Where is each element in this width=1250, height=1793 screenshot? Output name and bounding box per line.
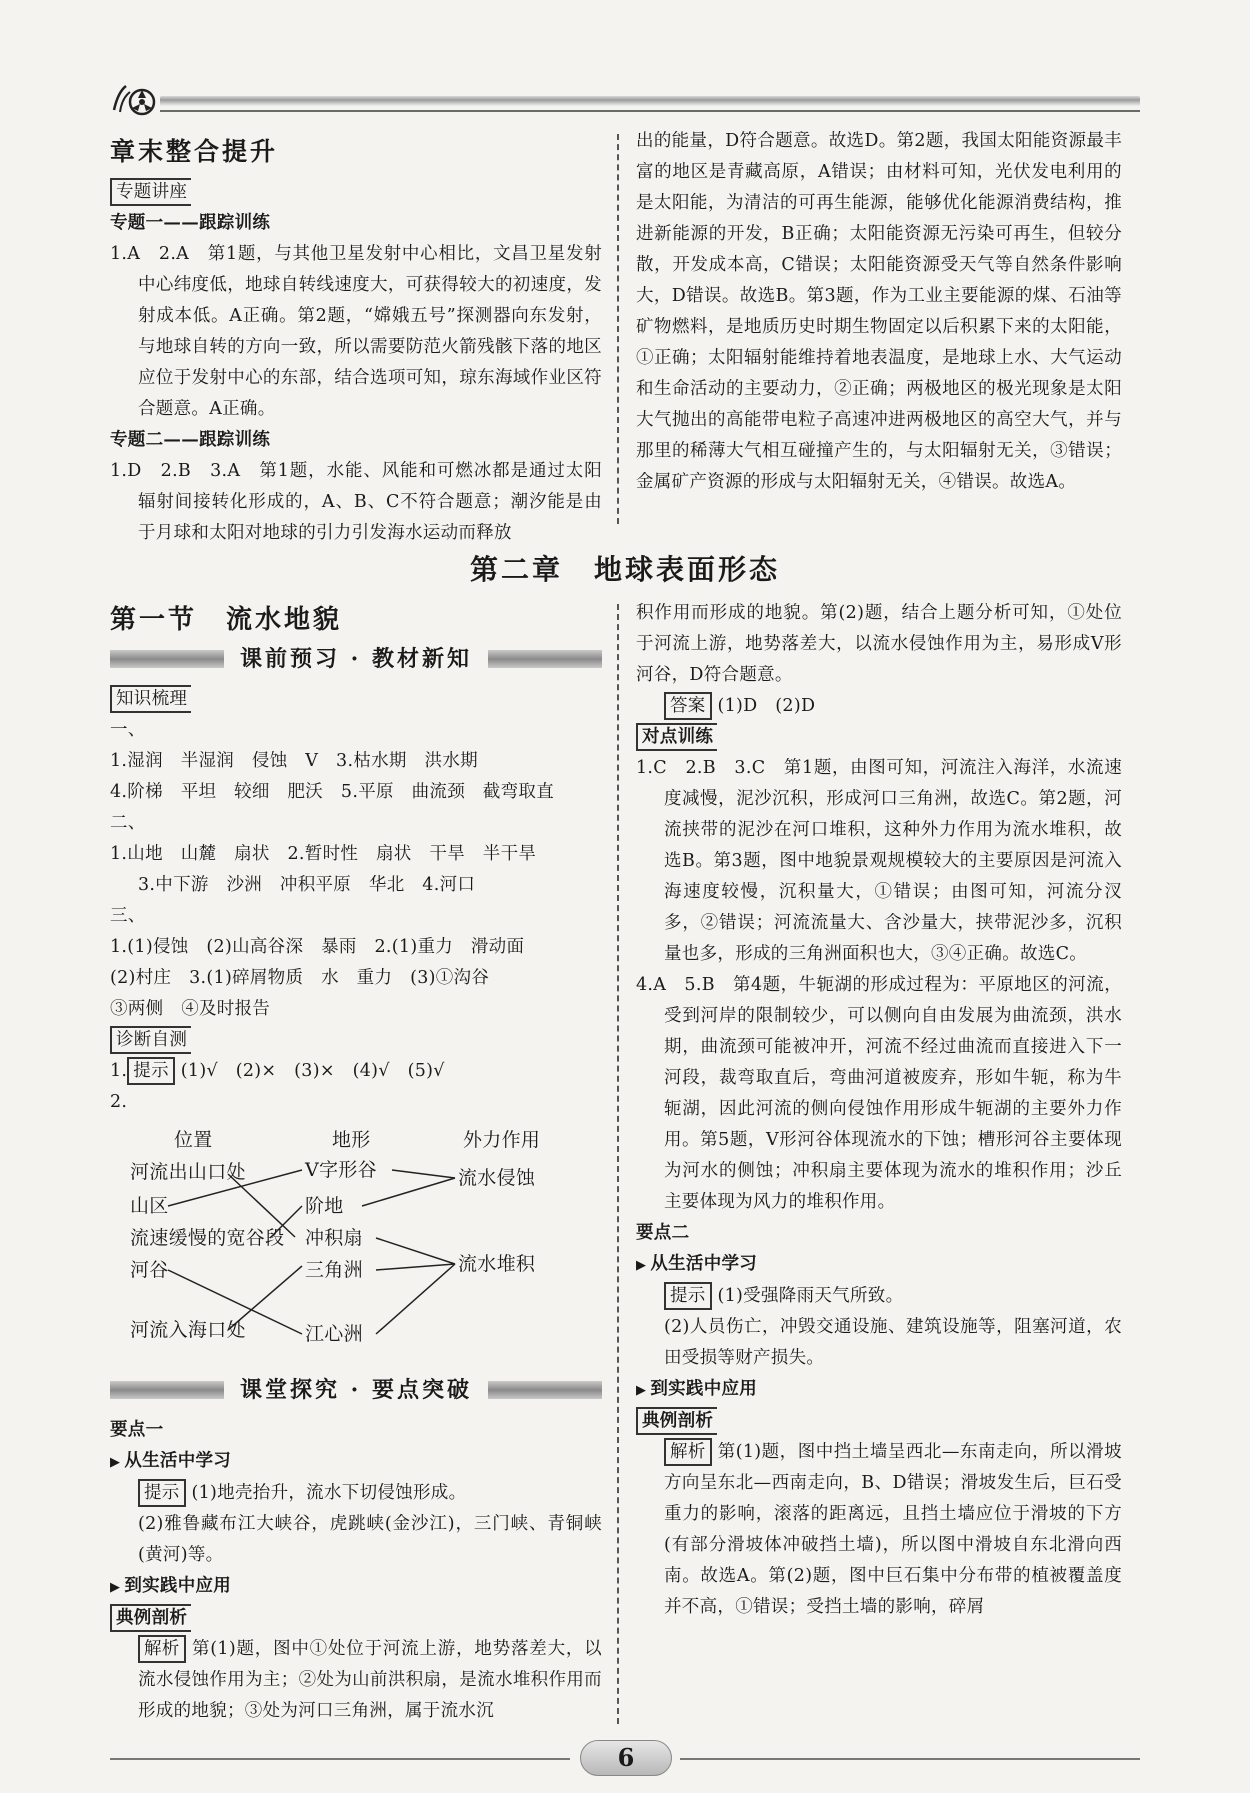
match-header-force: 外力作用 [463, 1129, 541, 1151]
diag-hint-tag: 提示 [127, 1057, 175, 1085]
section-left-column [110, 605, 602, 1727]
key1-example-line [110, 1603, 602, 1634]
diag-q1: 1. 提示 (1)√ (2)× (3)× (4)√ (5)√ [110, 1056, 602, 1087]
preview-band [110, 642, 602, 676]
matching-diagram [110, 1122, 610, 1367]
match-force-1: 流水侵蚀 [458, 1167, 536, 1189]
column-divider-bottom [617, 604, 619, 1724]
match-position-1: 河流出山口处 [130, 1161, 246, 1183]
key2-hint: 提示 (1)受强降雨天气所致。 [636, 1281, 1122, 1312]
footer-line-right [680, 1758, 1140, 1760]
footer-line-left [110, 1758, 570, 1760]
part3-label: 三、 [110, 906, 146, 926]
page-number: 6 [580, 1740, 672, 1776]
practice-answers-2: 4.A 5.B 第4题，牛轭湖的形成过程为：平原地区的河流，受到河岸的限制较少，可以侧向自由发展为曲流颈，洪水期，曲流颈可能被冲开，河流不经过曲流而直接进入下一河段，裁弯取直后，弯曲河道被废弃，形如牛轭，称为牛轭湖，因此河流的侧向侵蚀作用形成牛轭湖的主要外力作用。第5题，V形河谷体现流水的下蚀；槽形河谷主要体现为河水的侧蚀；冲积扇主要体现为流水的堆积作用；沙丘主要体现为风力的堆积作用。 [636, 975, 1122, 1212]
key1-example-label: 典例剖析 [110, 1604, 191, 1632]
key1-apply-heading: ▶ 到实践中应用 [110, 1576, 232, 1596]
part2-line2: 3.中下游 沙洲 冲积平原 华北 4.河口 [138, 875, 476, 895]
triangle-icon: ▶ [110, 1580, 121, 1595]
key1-analysis-tag: 解析 [138, 1635, 186, 1663]
match-position-5: 河流入海口处 [130, 1319, 246, 1341]
diag-q2: 2. [110, 1092, 128, 1112]
key2-example-line [636, 1406, 1122, 1437]
topic2-heading: 专题二——跟踪训练 [110, 430, 271, 450]
summary-right-text: 出的能量，D符合题意。故选D。第2题，我国太阳能资源最丰富的地区是青藏高原，A错误；由材料可知，光伏发电利用的是太阳能，为清洁的可再生能源，能够优化能源消费结构，推进新能源的开发，B正确；太阳能资源无污染可再生，但较分散，开发成本高，C错误；太阳能资源受天气等自然条件影响大，D错误。故选B。第3题，作为工业主要能源的煤、石油等矿物燃料，是地质历史时期生物固定以后积累下来的太阳能，①正确；太阳辐射能维持着地表温度，是地球上水、大气运动和生命活动的主要动力，②正确；两极地区的极光现象是太阳大气抛出的高能带电粒子高速冲进两极地区的高空大气，并与那里的稀薄大气相互碰撞产生的，与太阳辐射无关，③错误；金属矿产资源的形成与太阳辐射无关，④错误。故选A。 [636, 131, 1122, 492]
diag-label: 诊断自测 [110, 1026, 191, 1054]
column-divider-top [617, 134, 619, 524]
summary-title: 章末整合提升 [110, 137, 279, 166]
link-landform1-force1 [392, 1170, 455, 1178]
key1-hint-tag: 提示 [138, 1479, 186, 1507]
section-right-column [636, 598, 1122, 1623]
header-bar [160, 96, 1140, 106]
key2-learn-heading: ▶ 从生活中学习 [636, 1254, 758, 1274]
match-position-3: 流速缓慢的宽谷段 [130, 1227, 285, 1249]
link-landform5-force2 [376, 1264, 455, 1334]
page-header [110, 80, 1140, 120]
part2-line1: 1.山地 山麓 扇状 2.暂时性 扇状 干旱 半干旱 [110, 844, 537, 864]
part3-line2: (2)村庄 3.(1)碎屑物质 水 重力 (3)①沟谷 [110, 968, 490, 988]
classroom-band [110, 1373, 602, 1407]
part3-line1: 1.(1)侵蚀 (2)山高谷深 暴雨 2.(1)重力 滑动面 [110, 937, 525, 957]
topic2-answer: 1.D 2.B 3.A 第1题，水能、风能和可燃冰都是通过太阳辐射间接转化形成的，A、B、C不符合题意；潮汐能是由于月球和太阳对地球的引力引发海水运动而释放 [110, 461, 602, 543]
knowledge-label-line [110, 684, 602, 715]
key1-heading: 要点一 [110, 1420, 164, 1440]
match-position-2: 山区 [130, 1195, 169, 1217]
topic1-answer: 1.A 2.A 第1题，与其他卫星发射中心相比，文昌卫星发射中心纬度低，地球自转线速度大，可获得较大的初速度，发射成本低。A正确。第2题，“嫦娥五号”探测器向东发射，与地球自转的方向一致，所以需要防范火箭残骸下落的地区应位于发射中心的东部，结合选项可知，琼东海域作业区符合题意。A正确。 [110, 244, 602, 419]
key2-analysis: 解析 第(1)题，图中挡土墙呈西北—东南走向，所以滑坡方向呈东北—西南走向，B、D错误；滑坡发生后，巨石受重力的影响，滚落的距离远，且挡土墙应位于滑坡的下方(有部分滑坡体冲破挡土墙)，所以图中滑坡自东北滑向西南。故选A。第(2)题，图中巨石集中分布带的植被覆盖度并不高，①错误；受挡土墙的影响，碎屑 [636, 1437, 1122, 1623]
part2-label: 二、 [110, 813, 146, 833]
link-landform4-force2 [376, 1264, 455, 1270]
match-landform-5: 江心洲 [305, 1323, 363, 1345]
link-landform2-force1 [362, 1178, 455, 1206]
diag-q1-answers: (1)√ (2)× (3)× (4)√ (5)√ [180, 1061, 445, 1081]
triangle-icon: ▶ [636, 1383, 647, 1398]
practice-label-line [636, 722, 1122, 753]
key1-analysis: 解析 第(1)题，图中①处位于河流上游，地势落差大，以流水侵蚀作用为主；②处为山前洪积扇，是流水堆积作用而形成的地貌；③处为河口三角洲，属于流水沉 [110, 1634, 602, 1727]
key1-continued: 积作用而形成的地貌。第(2)题，结合上题分析可知，①处位于河流上游，地势落差大，以流水侵蚀作用为主，易形成V形河谷，D符合题意。 [636, 603, 1122, 685]
answer-line: 答案 (1)D (2)D [636, 691, 1122, 722]
match-landform-3: 冲积扇 [305, 1227, 363, 1249]
match-header-position: 位置 [174, 1129, 213, 1151]
header-line [160, 110, 1140, 112]
key2-hint-tag: 提示 [664, 1282, 712, 1310]
part1-line1: 1.湿润 半湿润 侵蚀 V 3.枯水期 洪水期 [110, 751, 478, 771]
part1-label: 一、 [110, 720, 146, 740]
triangle-icon: ▶ [110, 1455, 121, 1470]
page-footer [110, 1738, 1140, 1778]
key1-learn-heading: ▶ 从生活中学习 [110, 1451, 232, 1471]
key2-heading: 要点二 [636, 1223, 690, 1243]
part3-line3: ③两侧 ④及时报告 [110, 999, 271, 1019]
match-landform-2: 阶地 [305, 1195, 344, 1217]
chapter-title: 第二章 地球表面形态 [469, 553, 780, 586]
match-position-4: 河谷 [130, 1259, 169, 1281]
answer-tag: 答案 [664, 692, 712, 720]
section-title: 第一节 流水地貌 [110, 605, 343, 635]
practice-answers-1: 1.C 2.B 3.C 第1题，由图可知，河流注入海洋，水流速度减慢，泥沙沉积，形成河口三角洲，故选C。第2题，河流挟带的泥沙在河口堆积，这种外力作用为流水堆积，故选B。第3题，图中地貌景观规模较大的主要原因是河流入海速度较慢，沉积量大，①错误；由图可知，河流分汊多，②错误；河流流量大、含沙量大，挟带泥沙多，沉积量也多，形成的三角洲面积也大，③④正确。故选C。 [636, 758, 1122, 964]
key1-hint2: (2)雅鲁藏布江大峡谷，虎跳峡(金沙江)，三门峡、青铜峡(黄河)等。 [138, 1514, 602, 1565]
knowledge-label: 知识梳理 [110, 685, 191, 713]
summary-left-column [110, 136, 602, 549]
diag-label-line [110, 1025, 602, 1056]
match-header-landform: 地形 [332, 1129, 371, 1151]
preview-band-label: 课前预习 · 教材新知 [224, 642, 488, 676]
practice-label: 对点训练 [636, 723, 717, 751]
link-landform3-force2 [376, 1238, 455, 1264]
key2-analysis-tag: 解析 [664, 1438, 712, 1466]
key2-hint2: (2)人员伤亡，冲毁交通设施、建筑设施等，阻塞河道，农田受损等财产损失。 [664, 1317, 1122, 1368]
lecture-label: 专题讲座 [110, 178, 191, 206]
match-force-2: 流水堆积 [458, 1253, 536, 1275]
match-landform-1: V字形谷 [305, 1159, 377, 1181]
match-landform-4: 三角洲 [305, 1259, 363, 1281]
key2-apply-heading: ▶ 到实践中应用 [636, 1379, 758, 1399]
triangle-icon: ▶ [636, 1258, 647, 1273]
part1-line2: 4.阶梯 平坦 较细 肥沃 5.平原 曲流颈 截弯取直 [110, 782, 554, 802]
key2-example-label: 典例剖析 [636, 1407, 717, 1435]
classroom-band-label: 课堂探究 · 要点突破 [224, 1373, 488, 1407]
key1-hint: 提示 (1)地壳抬升，流水下切侵蚀形成。 [110, 1478, 602, 1509]
topic1-heading: 专题一——跟踪训练 [110, 213, 271, 233]
summary-right-column [636, 126, 1122, 498]
lecture-label-line [110, 177, 602, 208]
